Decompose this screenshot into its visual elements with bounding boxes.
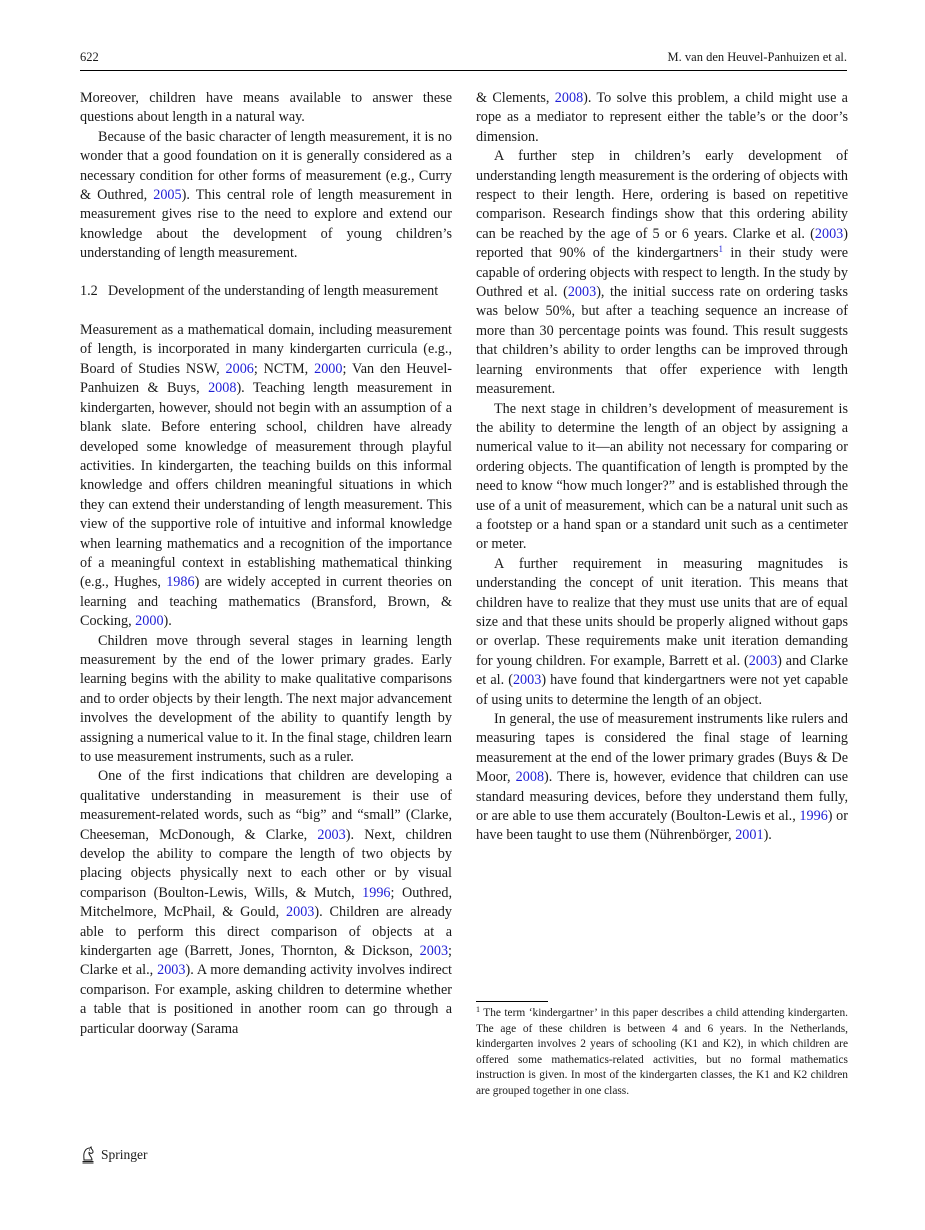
paragraph: One of the first indications that children are developing a qualitative understanding in measurement is their use of measurement-related words, such as “big” and “small” (Clarke, Cheeseman, McDonough, & Clarke, 2003). Next, children develop the ability to compare the length of two objects by placing objects physically next to each other or by visual comparison (Boulton-Lewis, Wills, & Mutch, 1996; Outhred, Mitchelmore, McPhail, & Gould, 2003). Children are already able to perform this direct comparison of objects at a kindergarten age (Barrett, Jones, Thornton, & Dickson, 2003; Clarke et al., 2003). A more demanding activity involves indirect comparison. For example, asking children to determine whether a table that is positioned in another room can go through a particular doorway (Sarama [80, 768, 452, 1037]
paragraph: Measurement as a mathematical domain, including measurement of length, is incorporated in many kindergarten curricula (e.g., Board of Studies NSW, 2006; NCTM, 2000; Van den Heuvel-Panhuizen & Buys, 2008). Teaching length measurement in kindergarten, however, should not begin with an assumption of a blank slate. Before entering school, children have already developed some knowledge of measurement through playful activities. In kindergarten, the teaching builds on this informal knowledge and offers children meaningful situations in which they can extend their understanding of length measurement. This view of the supportive role of intuitive and informal knowledge when learning mathematics and a recognition of the importance of a meaningful context in establishing mathematical thinking (e.g., Hughes, 1986) are widely accepted in current theories on learning and teaching mathematics (Bransford, Brown, & Cocking, 2000). [80, 322, 453, 630]
running-head: M. van den Heuvel-Panhuizen et al. [667, 50, 847, 64]
citation-link[interactable]: 2003 [419, 943, 449, 960]
paragraph: In general, the use of measurement instruments like rulers and measuring tapes is considered the final stage of learning measurement at the end of the lower primary grades (Buys & De Moor, 2008). There is, however, evidence that children can use standard measuring devices, before they understand them fully, or are able to use them accurately (Boulton-Lewis et al., 1996) or have been taught to use them (Nührenbörger, 2001). [476, 711, 849, 844]
citation-link[interactable]: 2000 [135, 613, 164, 630]
citation-link[interactable]: 2003 [157, 962, 186, 979]
paragraph: A further requirement in measuring magnitudes is understanding the concept of unit iteration. This means that children have to realize that they must use units that are of equal size and that these units should be properly aligned without gaps or overlap. These requirements make unit iteration demanding for young children. For example, Barrett et al. (2003) and Clarke et al. (2003) have found that kindergartners were not yet capable of using units to determine the length of an object. [476, 555, 849, 708]
section-heading [80, 282, 452, 301]
paragraph: The next stage in children’s development of measurement is the ability to determine the length of an object by assigning a numerical value to it—an ability not necessary for comparing or ordering objects. The quantification of length is prompted by the need to know “how much longer?” and is established through the use of a unit of measurement, which can be a natural unit such as a footstep or a hand span or a standard unit such as a centimeter or meter. [476, 400, 848, 553]
citation-link[interactable]: 2008 [208, 380, 237, 397]
footnote-marker[interactable]: 1 [718, 244, 723, 255]
footnote-text: The term ‘kindergartner’ in this paper describes a child attending kindergarten. The age of these children is between 4 and 6 years. In the Netherlands, kindergarten involves 2 years of schooling (K1 and K2), in which children are offered some mathematics-related activities, but no formal mathematics instruction is given. In most of the kindergarten classes, the K1 and K2 children are grouped together in one class. [476, 1007, 848, 1097]
citation-link[interactable]: 2008 [554, 90, 584, 106]
citation-link[interactable]: 1986 [166, 574, 195, 591]
left-column [80, 89, 452, 1039]
section-title: Development of the understanding of length measurement [108, 282, 439, 299]
citation-link[interactable]: 2006 [225, 360, 254, 377]
citation-link[interactable]: 2003 [567, 284, 597, 301]
paragraph: Moreover, children have means available to answer these questions about length in a natural way. [80, 90, 452, 126]
citation-link[interactable]: 2003 [748, 652, 778, 669]
paragraph: & Clements, 2008). To solve this problem, a child might use a rope as a mediator to represent either the table’s or the door’s dimension. [476, 90, 848, 145]
citation-link[interactable]: 1996 [799, 808, 828, 825]
section-number: 1.2 [80, 282, 98, 299]
citation-link[interactable]: 2000 [314, 360, 343, 377]
citation-link[interactable]: 2003 [814, 225, 844, 242]
publisher-name: Springer [101, 1147, 148, 1162]
springer-knight-icon [80, 1146, 96, 1164]
page-number: 622 [80, 50, 99, 64]
footnote [476, 1006, 848, 1100]
page-header [80, 50, 847, 70]
footnote-number: 1 [476, 1005, 480, 1014]
citation-link[interactable]: 2005 [153, 187, 182, 204]
citation-link[interactable]: 1996 [362, 884, 391, 901]
right-column [476, 89, 848, 846]
paragraph: A further step in children’s early development of understanding length measurement is the ordering of objects with respect to their length. Here, ordering is based on repetitive comparison. Research findings show that this ordering ability can be reached by the age of 5 or 6 years. Clarke et al. (2003) reported that 90% of the kindergartners$^1$ in their study were capable of ordering objects with respect to length. In the study by Outhred et al. (2003), the initial success rate on ordering tasks was below 50%, but after a teaching sequence an increase of more than 30 percentage points was found. This result suggests that children’s ability to order lengths can be improved through learning environments that offer experience with length measurement. [476, 148, 849, 398]
citation-link[interactable]: 2003 [317, 826, 346, 843]
citation-link[interactable]: 2001 [735, 827, 764, 844]
citation-link[interactable]: 2003 [286, 904, 315, 921]
citation-link[interactable]: 2003 [512, 672, 542, 689]
footnote-rule [476, 1001, 548, 1002]
header-rule [80, 70, 847, 71]
paragraph: Children move through several stages in learning length measurement by the end of the lower primary grades. Early learning begins with the ability to make qualitative comparisons and to order objects by their length. The next major advancement involves the development of the ability to quantify length by assigning a numerical value to it. In the final stage, children learn to use measurement instruments, such as a ruler. [80, 632, 452, 765]
citation-link[interactable]: 2008 [515, 769, 545, 786]
page-footer [80, 1145, 148, 1165]
paragraph: Because of the basic character of length measurement, it is no wonder that a good foundation on it is generally considered as a necessary condition for other forms of measurement (e.g., Curry & Outhred, 2005). This central role of length measurement in measurement gives rise to the need to explore and extend our knowledge about the development of young children’s understanding of length measurement. [80, 128, 452, 262]
